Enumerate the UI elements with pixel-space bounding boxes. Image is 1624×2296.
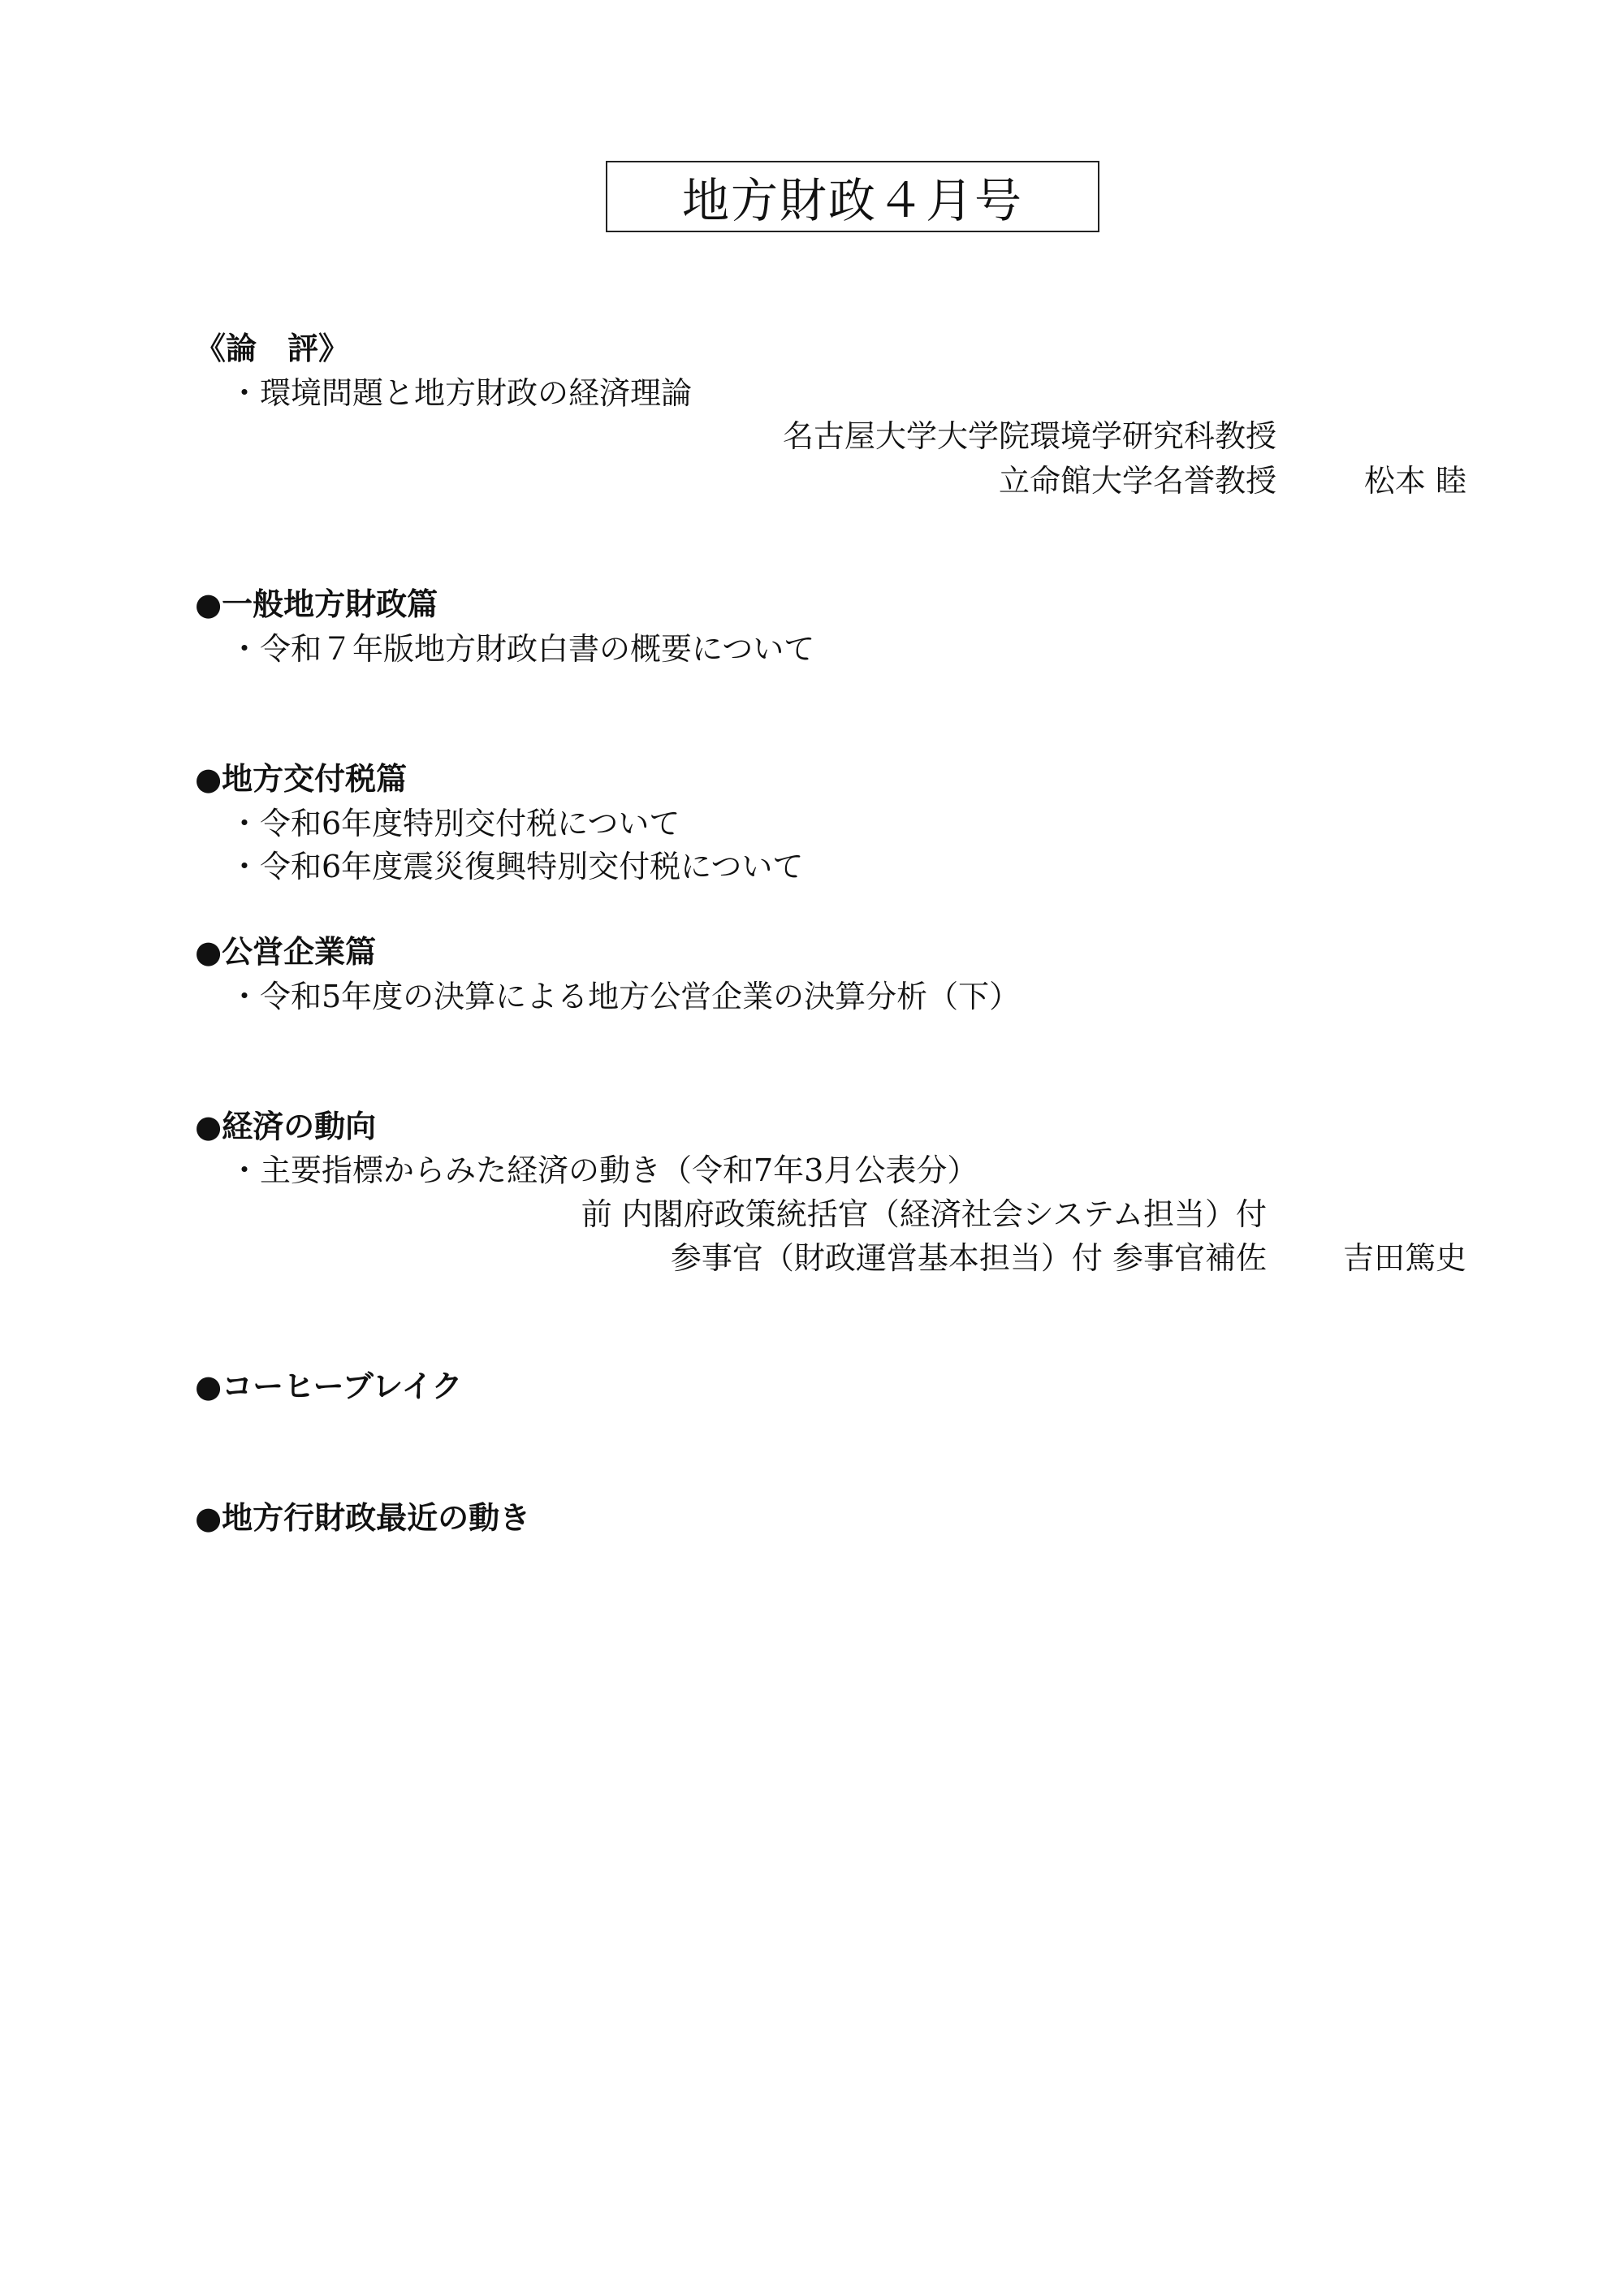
economy-heading: ●経済の動向: [195, 1109, 377, 1144]
koufuzei-item-2: ・令和6年度震災復興特別交付税について: [229, 849, 804, 884]
koufuzei-heading: ●地方交付税篇: [195, 761, 408, 797]
public-enterprise-item: ・令和5年度の決算による地方公営企業の決算分析（下）: [229, 979, 1021, 1014]
coffee-heading: ●コーヒーブレイク: [195, 1369, 463, 1404]
general-heading: ●一般地方財政篇: [195, 586, 438, 622]
economy-author: 吉田篤史: [1342, 1240, 1466, 1276]
recent-heading: ●地方行財政最近の動き: [195, 1500, 531, 1536]
economy-affiliation-2: 参事官（財政運営基本担当）付 参事官補佐: [670, 1240, 1267, 1276]
general-item: ・令和７年版地方財政白書の概要について: [229, 631, 815, 667]
public-enterprise-heading: ●公営企業篇: [195, 934, 377, 970]
review-affiliation-1: 名古屋大学大学院環境学研究科教授: [782, 418, 1276, 454]
economy-affiliation-1: 前 内閣府政策統括官（経済社会システム担当）付: [581, 1196, 1267, 1232]
economy-item: ・主要指標からみた経済の動き（令和7年3月公表分）: [229, 1152, 978, 1188]
review-author: 松本 睦: [1363, 463, 1466, 499]
koufuzei-item-1: ・令和6年度特別交付税について: [229, 806, 680, 841]
review-heading: 《論 評》: [195, 331, 350, 366]
review-item: ・環境問題と地方財政の経済理論: [229, 375, 693, 411]
page-title: 地方財政４月号: [606, 161, 1099, 232]
review-affiliation-2: 立命館大学名誉教授: [998, 463, 1276, 499]
